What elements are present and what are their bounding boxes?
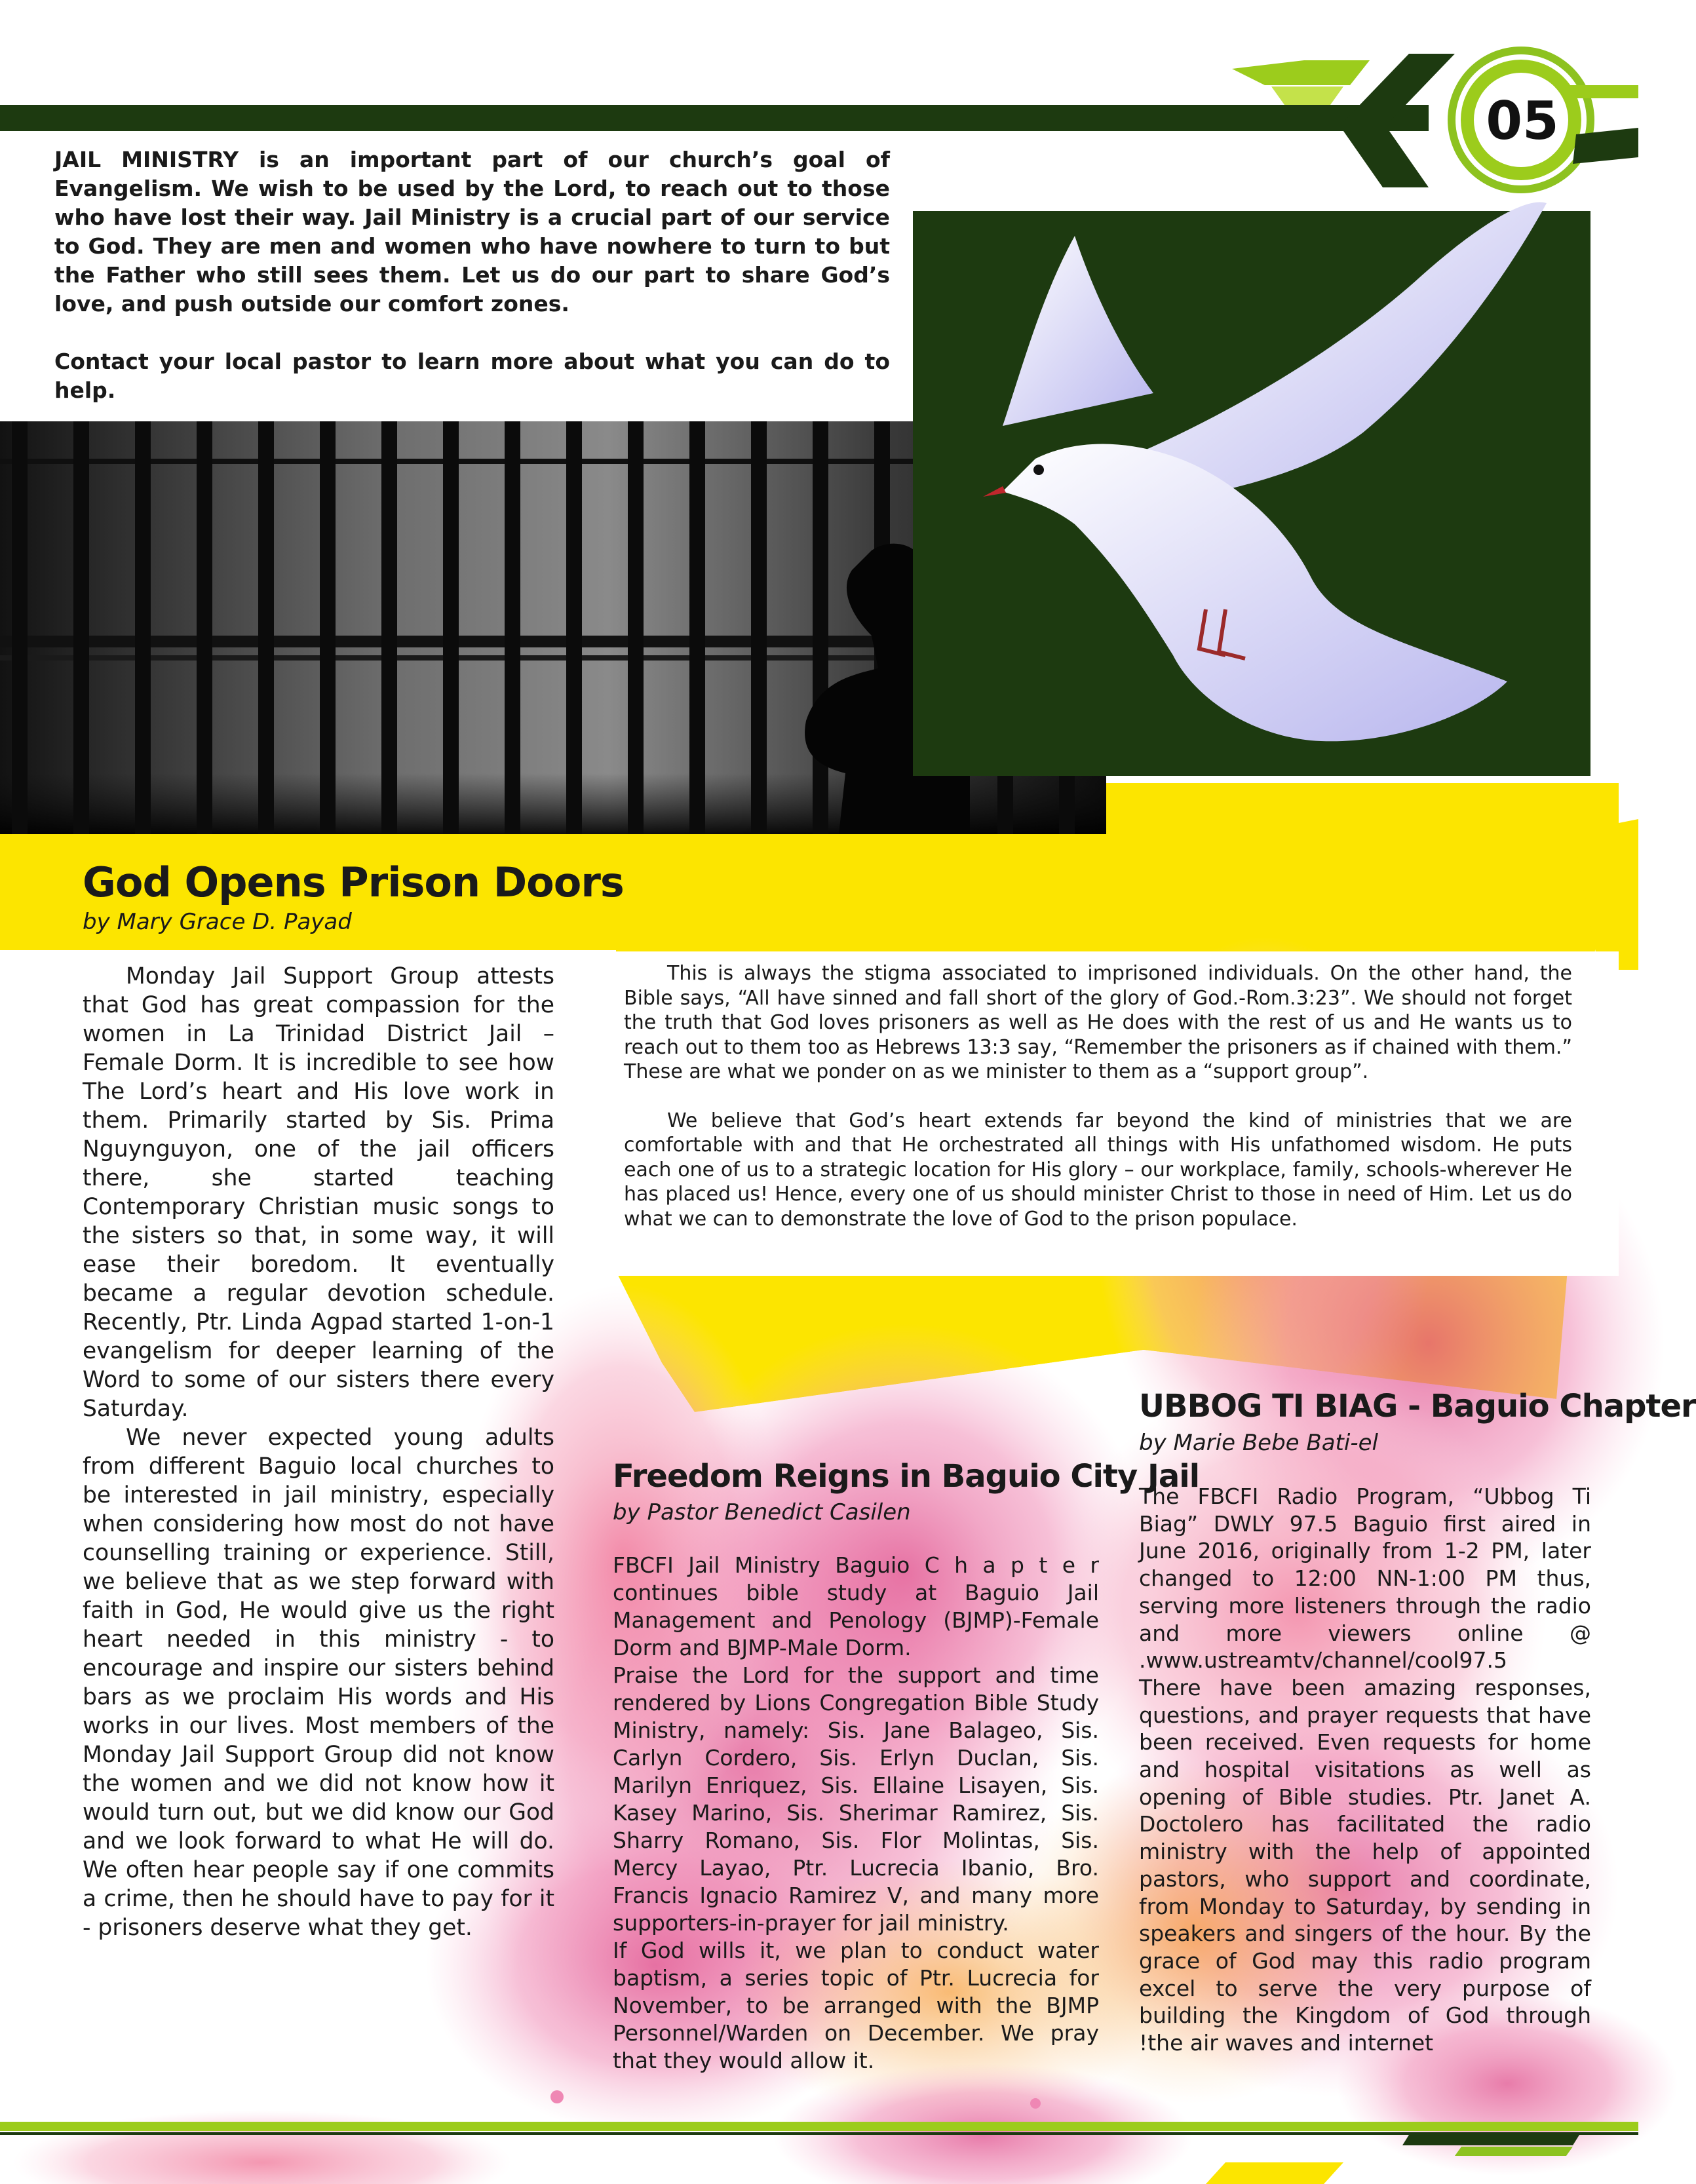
- article-byline: by Mary Grace D. Payad: [83, 909, 352, 935]
- white-dove-illustration: [913, 202, 1590, 776]
- article-paragraph: FBCFI Jail Ministry Baguio C h a p t e r continues bible study at Baguio Jail Management and Penology (BJMP)-Female Dorm and BJMP-Male Dorm.: [613, 1552, 1099, 1660]
- article1-continuation-text: [624, 961, 1572, 1231]
- article-paragraph: We never expected young adults from different Baguio local churches to be interested in jail ministry, especially when considering how most do not have counselling training or experience. Still, we believe that as we step forward with faith in God, He would give us the right heart needed in this ministry - to encourage and inspire our sisters behind bars as we proclaim His words and His works in our lives. Most members of the Monday Jail Support Group did not know the women and we did not know how it would turn out, but we did know our God and we look forward to what He will do. We often hear people say if one commits a crime, then he should have to pay for it - prisoners deserve what they get.: [83, 1425, 554, 1941]
- intro-contact-paragraph: Contact your local pastor to learn more about what you can do to help.: [54, 349, 890, 403]
- article2-column: [613, 1552, 1099, 2075]
- article-paragraph: The FBCFI Radio Program, “Ubbog Ti Biag” DWLY 97.5 Baguio first aired in June 2016, originally from 1-2 PM, later changed to 12:00 NN-1:00 PM thus, serving more listeners through the radio and more viewers online @ .www.ustreamtv/channel/cool97.5: [1139, 1484, 1591, 1674]
- article-byline: by Marie Bebe Bati-el: [1139, 1430, 1378, 1456]
- article-title-ubbog-ti-biag: UBBOG TI BIAG - Baguio Chapter: [1139, 1388, 1696, 1425]
- article-paragraph: If God wills it, we plan to conduct water baptism, a series topic of Ptr. Lucrecia for November, to be arranged with the BJMP Personnel/Warden on December. We pray that they would allow it.: [613, 1938, 1099, 2073]
- article3-column: [1139, 1483, 1591, 2057]
- jail-ministry-intro: [54, 145, 890, 434]
- article-title-freedom-reigns: Freedom Reigns in Baguio City Jail: [613, 1458, 1200, 1495]
- article-title-god-opens-prison-doors: God Opens Prison Doors: [83, 858, 624, 906]
- article1-column: [83, 962, 554, 1942]
- intro-paragraph: JAIL MINISTRY is an important part of our church’s goal of Evangelism. We wish to be used by the Lord, to reach out to those who have lost their way. Jail Ministry is a crucial part of our service to God. They are men and women who have nowhere to turn to but the Father who still sees them. Let us do our part to share God’s love, and push outside our comfort zones.: [54, 147, 890, 316]
- article-paragraph: Praise the Lord for the support and time rendered by Lions Congregation Bible Study Ministry, namely: Sis. Jane Balageo, Sis. Carlyn Cordero, Sis. Erlyn Duclan, Sis. Marilyn Enriquez, Sis. Ellaine Lisayen, Sis. Kasey Marino, Sis. Sherimar Ramirez, Sis. Sharry Romano, Sis. Flor Molintas, Sis. Mercy Layao, Ptr. Lucrecia Ibanio, Bro. Francis Ignacio Ramirez V, and many more supporters-in-prayer for jail ministry.: [613, 1662, 1099, 1936]
- article-paragraph: We believe that God’s heart extends far beyond the kind of ministries that we are comfortable with and that He orchestrated all things with His unfathomed wisdom. He puts each one of us to a strategic location for His glory – our workplace, family, schools-wherever He has placed us! Hence, every one of us should minister Christ to those in need of Him. Let us do what we can to demonstrate the love of God to the prison populace.: [624, 1109, 1572, 1231]
- page-number: 05: [1486, 90, 1559, 151]
- article-byline: by Pastor Benedict Casilen: [613, 1499, 911, 1525]
- article-paragraph: Monday Jail Support Group attests that God has great compassion for the women in La Trinidad District Jail – Female Dorm. It is incredible to see how The Lord’s heart and His love work in them. Primarily started by Sis. Prima Nguynguyon, one of the jail officers there, she started teaching Contemporary Christian music songs to the sisters so that, in some way, it will ease their boredom. It eventually became a regular devotion schedule. Recently, Ptr. Linda Agpad started 1-on-1 evangelism for deeper learning of the Word to some of our sisters there every Saturday.: [83, 963, 554, 1422]
- article-paragraph: There have been amazing responses, questions, and prayer requests that have been received. Even requests for home and hospital visitations as well as opening of Bible studies. Ptr. Janet A. Doctolero has facilitated the radio ministry with the help of appointed pastors, who support and coordinate, from Monday to Saturday, by sending in speakers and singers of the hour. By the grace of God may this radio program excel to serve the very purpose of building the Kingdom of God through !the air waves and internet: [1139, 1674, 1591, 2056]
- article-paragraph: This is always the stigma associated to imprisoned individuals. On the other hand, the Bible says, “All have sinned and fall short of the glory of God.-Rom.3:23”. We should not forget the truth that God loves prisoners as well as He does with the rest of us and He wants us to reach out to them too as Hebrews 13:3 say, “Remember the prisoners as if chained with them.” These are what we ponder on as we minister to them as a “support group”.: [624, 962, 1572, 1083]
